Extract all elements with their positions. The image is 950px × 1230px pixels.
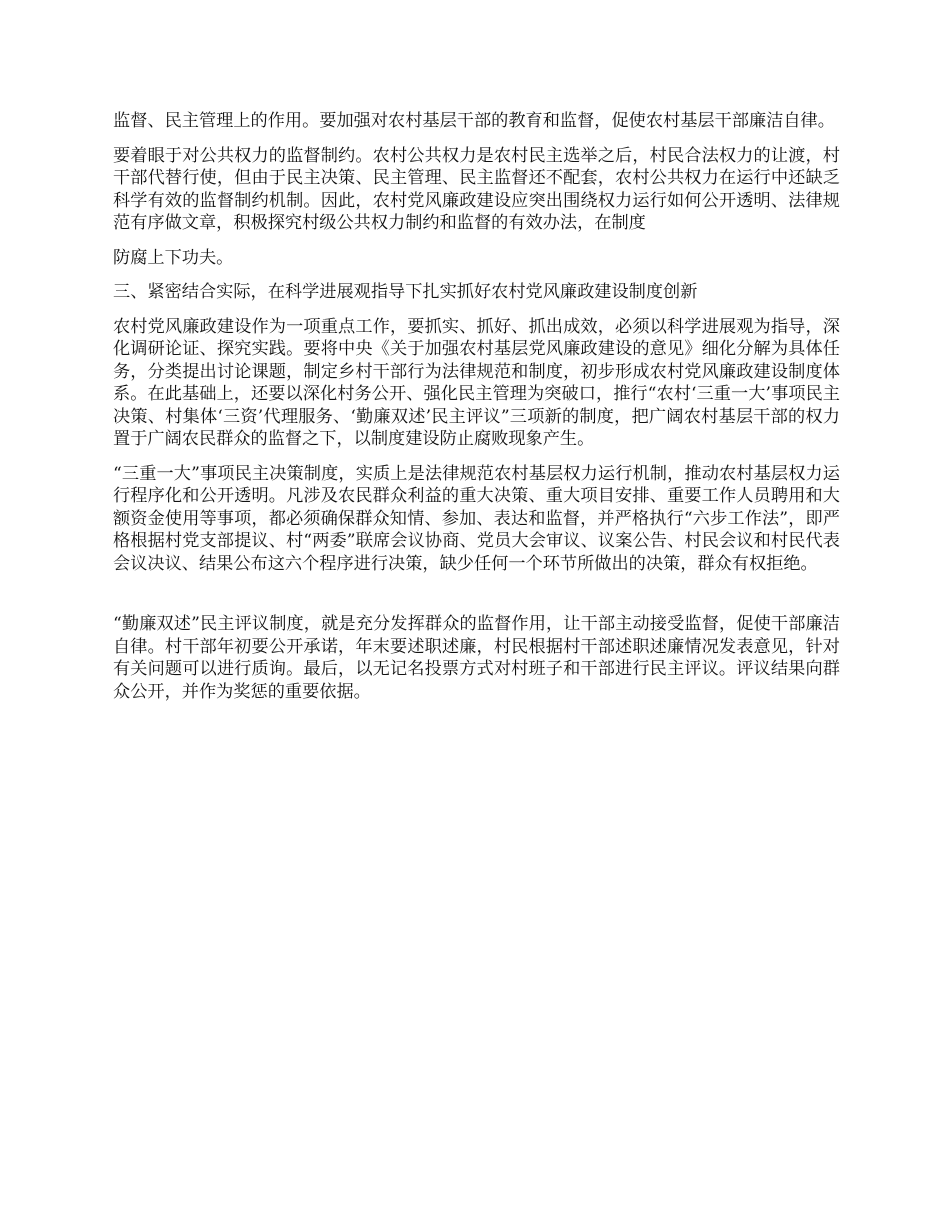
paragraph-continuation: 监督、民主管理上的作用。要加强对农村基层干部的教育和监督，促使农村基层干部廉洁自律。	[113, 111, 835, 131]
paragraph-public-power-supervision: 要着眼于对公共权力的监督制约。农村公共权力是农村民主选举之后，村民合法权力的让渡，村干部代替行使，但由于民主决策、民主管理、民主监督还不配套，农村公共权力在运行中还缺乏科学有效的监督制约机制。因此，农村党风廉政建设应突出围绕权力运行如何公开透明、法律规范有序做文章，积极探究村级公共权力制约和监督的有效办法，在制度	[113, 145, 840, 233]
paragraph-diligence-integrity-review: “勤廉双述”民主评议制度，就是充分发挥群众的监督作用，让干部主动接受监督，促使干部廉洁自律。村干部年初要公开承诺，年末要述职述廉，村民根据村干部述职述廉情况发表意见，针对有关问题可以进行质询。最后，以无记名投票方式对村班子和干部进行民主评议。评议结果向群众公开，并作为奖惩的重要依据。	[113, 614, 840, 702]
paragraph-three-important-one-large: “三重一大”事项民主决策制度，实质上是法律规范农村基层权力运行机制，推动农村基层权力运行程序化和公开透明。凡涉及农民群众利益的重大决策、重大项目安排、重要工作人员聘用和大额资金使用等事项，都必须确保群众知情、参加、表达和监督，并严格执行“六步工作法”，即严格根据村党支部提议、村“两委”联席会议协商、党员大会审议、议案公告、村民会议和村民代表会议决议、结果公布这六个程序进行决策，缺少任何一个环节所做出的决策，群众有权拒绝。	[113, 463, 840, 574]
document-body	[113, 110, 840, 715]
paragraph-institution-building: 农村党风廉政建设作为一项重点工作，要抓实、抓好、抓出成效，必须以科学进展观为指导，深化调研论证、探究实践。要将中央《关于加强农村基层党风廉政建设的意见》细化分解为具体任务，分类提出讨论课题，制定乡村干部行为法律规范和制度，初步形成农村党风廉政建设制度体系。在此基础上，还要以深化村务公开、强化民主管理为突破口，推行“农村‘三重一大’事项民主决策、村集体‘三资’代理服务、‘勤廉双述’民主评议”三项新的制度，把广阔农村基层干部的权力置于广阔农民群众的监督之下，以制度建设防止腐败现象产生。	[113, 316, 840, 449]
section-heading-three: 三、紧密结合实际，在科学进展观指导下扎实抓好农村党风廉政建设制度创新	[113, 282, 698, 302]
paragraph-anti-corruption: 防腐上下功夫。	[113, 247, 234, 268]
